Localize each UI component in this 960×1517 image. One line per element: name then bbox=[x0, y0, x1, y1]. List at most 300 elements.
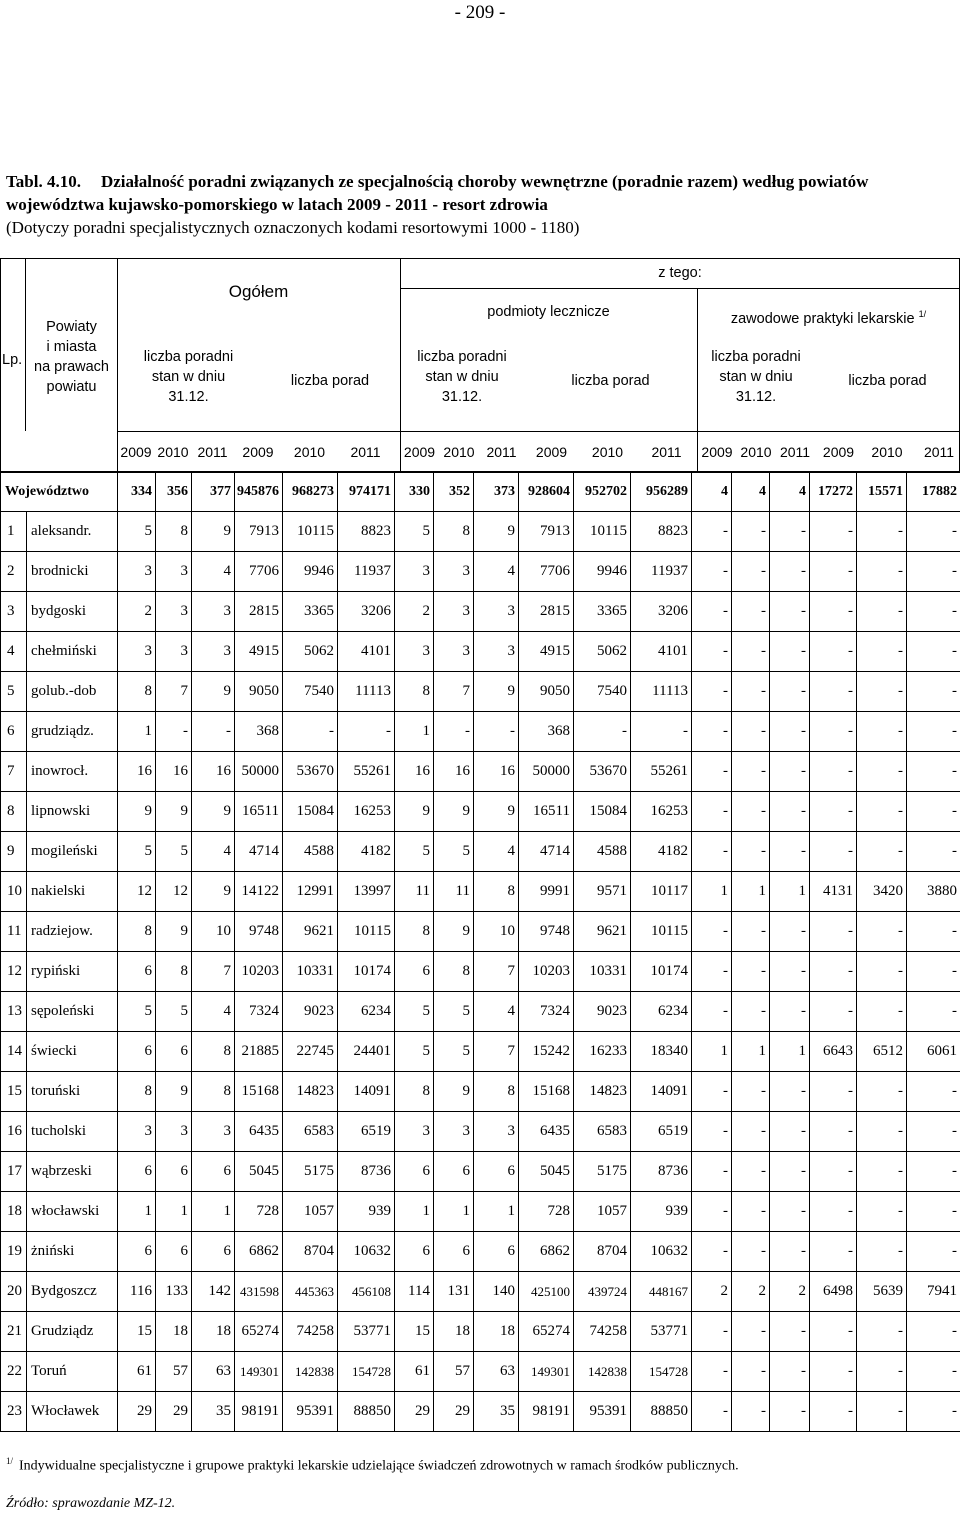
table-cell: - bbox=[770, 632, 810, 672]
table-cell: - bbox=[692, 1112, 732, 1152]
table-cell: 8823 bbox=[631, 512, 692, 552]
table-cell: 945876 bbox=[235, 473, 283, 512]
year-header: 2009 bbox=[535, 444, 568, 460]
table-row bbox=[1, 552, 960, 592]
table-cell: 5 bbox=[434, 992, 474, 1032]
table-cell: 53771 bbox=[631, 1312, 692, 1352]
table-cell: - bbox=[857, 1192, 907, 1232]
table-cell: 9571 bbox=[574, 872, 631, 912]
table-label: Tabl. 4.10. bbox=[6, 172, 81, 191]
row-name: sępoleński bbox=[27, 992, 118, 1032]
table-cell: 377 bbox=[192, 473, 235, 512]
table-cell: 14091 bbox=[338, 1072, 395, 1112]
table-cell: 16 bbox=[192, 752, 235, 792]
row-lp: 2 bbox=[1, 552, 27, 592]
table-cell: 29 bbox=[395, 1392, 434, 1432]
table-cell: - bbox=[732, 712, 770, 752]
table-cell: 5 bbox=[395, 832, 434, 872]
table-cell: - bbox=[810, 1072, 857, 1112]
table-cell: 10331 bbox=[574, 952, 631, 992]
table-title-text: Działalność poradni związanych ze specjalnością choroby wewnętrzne (poradnie razem) według powiatów województwa kujawsko-pomorskiego w latach 2009 - 2011 - resort zdrowia bbox=[6, 172, 869, 214]
ogolem-poradni-header: liczba poradni stan w dniu 31.12. bbox=[143, 349, 234, 405]
table-cell: - bbox=[857, 1352, 907, 1392]
table-cell: 14823 bbox=[283, 1072, 338, 1112]
table-cell: 63 bbox=[474, 1352, 519, 1392]
table-cell: 5 bbox=[395, 992, 434, 1032]
table-cell: 8823 bbox=[338, 512, 395, 552]
table-cell: 29 bbox=[156, 1392, 192, 1432]
table-cell: - bbox=[692, 552, 732, 592]
table-cell: 1 bbox=[770, 1032, 810, 1072]
table-cell: 17272 bbox=[810, 473, 857, 512]
row-name: brodnicki bbox=[27, 552, 118, 592]
table-cell: 133 bbox=[156, 1272, 192, 1312]
table-cell: - bbox=[732, 1112, 770, 1152]
table-cell: - bbox=[283, 712, 338, 752]
table-cell: 928604 bbox=[519, 473, 574, 512]
total-row bbox=[1, 473, 960, 512]
table-cell: 9621 bbox=[574, 912, 631, 952]
table-cell: 9050 bbox=[519, 672, 574, 712]
table-cell: - bbox=[770, 1392, 810, 1432]
table-cell: - bbox=[907, 952, 960, 992]
table-cell: 61 bbox=[118, 1352, 156, 1392]
table-cell: 9 bbox=[192, 672, 235, 712]
table-cell: 7 bbox=[192, 952, 235, 992]
table-cell: - bbox=[857, 1312, 907, 1352]
table-cell: 17882 bbox=[907, 473, 960, 512]
table-cell: 15084 bbox=[283, 792, 338, 832]
table-cell: 4101 bbox=[631, 632, 692, 672]
table-cell: 140 bbox=[474, 1272, 519, 1312]
table-cell: - bbox=[857, 832, 907, 872]
year-header: 2010 bbox=[740, 444, 772, 460]
table-cell: - bbox=[574, 712, 631, 752]
table-cell: 10632 bbox=[338, 1232, 395, 1272]
table-cell: 3 bbox=[395, 632, 434, 672]
table-cell: - bbox=[732, 592, 770, 632]
table-cell: - bbox=[770, 1072, 810, 1112]
table-cell: 6 bbox=[434, 1232, 474, 1272]
table-cell: 9748 bbox=[519, 912, 574, 952]
table-cell: 6643 bbox=[810, 1032, 857, 1072]
table-cell: 4 bbox=[192, 552, 235, 592]
year-header: 2011 bbox=[779, 444, 811, 460]
table-cell: 728 bbox=[519, 1192, 574, 1232]
row-lp: 10 bbox=[1, 872, 27, 912]
table-cell: - bbox=[857, 1152, 907, 1192]
table-cell: - bbox=[770, 1352, 810, 1392]
table-cell: 154728 bbox=[631, 1352, 692, 1392]
table-row bbox=[1, 1192, 960, 1232]
table-cell: 9 bbox=[156, 912, 192, 952]
data-table bbox=[0, 472, 960, 1432]
table-cell: 6583 bbox=[283, 1112, 338, 1152]
table-cell: 3 bbox=[192, 1112, 235, 1152]
table-cell: 4 bbox=[474, 992, 519, 1032]
table-cell: - bbox=[770, 512, 810, 552]
ogolem-header: Ogółem bbox=[228, 282, 289, 301]
table-row bbox=[1, 1312, 960, 1352]
table-cell: - bbox=[692, 672, 732, 712]
table-cell: - bbox=[692, 712, 732, 752]
table-cell: 9 bbox=[192, 872, 235, 912]
table-cell: - bbox=[732, 1072, 770, 1112]
table-cell: 98191 bbox=[235, 1392, 283, 1432]
table-cell: 330 bbox=[395, 473, 434, 512]
table-cell: 7 bbox=[474, 1032, 519, 1072]
table-cell: - bbox=[907, 1192, 960, 1232]
table-cell: 7324 bbox=[235, 992, 283, 1032]
table-cell: - bbox=[732, 672, 770, 712]
table-cell: 7540 bbox=[574, 672, 631, 712]
table-cell: - bbox=[810, 1352, 857, 1392]
table-cell: 1 bbox=[434, 1192, 474, 1232]
row-name: Grudziądz bbox=[27, 1312, 118, 1352]
table-cell: 6061 bbox=[907, 1032, 960, 1072]
table-cell: 16 bbox=[474, 752, 519, 792]
year-header: 2011 bbox=[350, 444, 381, 460]
table-cell: 50000 bbox=[519, 752, 574, 792]
table-cell: - bbox=[692, 792, 732, 832]
table-cell: 439724 bbox=[574, 1272, 631, 1312]
table-cell: 6 bbox=[156, 1232, 192, 1272]
table-cell: 22745 bbox=[283, 1032, 338, 1072]
table-cell: - bbox=[770, 1192, 810, 1232]
table-cell: - bbox=[692, 1072, 732, 1112]
table-cell: 7540 bbox=[283, 672, 338, 712]
table-cell: 16 bbox=[118, 752, 156, 792]
table-cell: - bbox=[907, 1312, 960, 1352]
table-cell: 3420 bbox=[857, 872, 907, 912]
row-lp: 23 bbox=[1, 1392, 27, 1432]
praktyki-porad-header: liczba porad bbox=[848, 373, 927, 389]
table-cell: 445363 bbox=[283, 1272, 338, 1312]
table-cell: 35 bbox=[192, 1392, 235, 1432]
table-cell: - bbox=[732, 992, 770, 1032]
table-cell: 10174 bbox=[338, 952, 395, 992]
table-cell: 5062 bbox=[283, 632, 338, 672]
year-header: 2009 bbox=[242, 444, 274, 460]
table-cell: 8 bbox=[192, 1072, 235, 1112]
table-cell: 5 bbox=[434, 1032, 474, 1072]
praktyki-poradni-header: liczba poradni stan w dniu 31.12. bbox=[711, 349, 801, 405]
table-cell: 3 bbox=[118, 632, 156, 672]
row-name: radziejow. bbox=[27, 912, 118, 952]
table-cell: 1 bbox=[692, 872, 732, 912]
table-cell: 8 bbox=[395, 1072, 434, 1112]
table-cell: 3206 bbox=[338, 592, 395, 632]
table-cell: - bbox=[692, 1152, 732, 1192]
row-name: żniński bbox=[27, 1232, 118, 1272]
table-cell: 9 bbox=[192, 792, 235, 832]
table-cell: 5045 bbox=[235, 1152, 283, 1192]
table-cell: 8 bbox=[156, 952, 192, 992]
table-cell: 4588 bbox=[283, 832, 338, 872]
row-lp: 16 bbox=[1, 1112, 27, 1152]
table-cell: 8 bbox=[395, 912, 434, 952]
table-cell: 9748 bbox=[235, 912, 283, 952]
table-cell: 154728 bbox=[338, 1352, 395, 1392]
table-cell: - bbox=[857, 1232, 907, 1272]
table-cell: 3365 bbox=[574, 592, 631, 632]
table-cell: - bbox=[732, 952, 770, 992]
table-cell: - bbox=[770, 712, 810, 752]
table-cell: 6 bbox=[192, 1152, 235, 1192]
table-cell: 4182 bbox=[338, 832, 395, 872]
podmioty-poradni-header: liczba poradni stan w dniu 31.12. bbox=[417, 349, 507, 405]
table-cell: 4714 bbox=[519, 832, 574, 872]
table-cell: - bbox=[810, 792, 857, 832]
table-cell: 1 bbox=[732, 1032, 770, 1072]
row-lp: 12 bbox=[1, 952, 27, 992]
table-cell: - bbox=[770, 912, 810, 952]
table-cell: 6 bbox=[474, 1232, 519, 1272]
table-cell: 7706 bbox=[235, 552, 283, 592]
table-cell: 131 bbox=[434, 1272, 474, 1312]
table-cell: 3 bbox=[156, 1112, 192, 1152]
table-cell: 6 bbox=[156, 1152, 192, 1192]
year-header: 2010 bbox=[443, 444, 475, 460]
table-cell: 14122 bbox=[235, 872, 283, 912]
table-cell: 74258 bbox=[283, 1312, 338, 1352]
table-cell: 10115 bbox=[574, 512, 631, 552]
table-cell: 5 bbox=[395, 1032, 434, 1072]
year-header: 2011 bbox=[651, 444, 682, 460]
table-cell: 8 bbox=[156, 512, 192, 552]
table-cell: - bbox=[732, 1232, 770, 1272]
table-subtitle: (Dotyczy poradni specjalistycznych oznaczonych kodami resortowymi 1000 - 1180) bbox=[6, 218, 580, 237]
table-cell: 3 bbox=[434, 552, 474, 592]
table-cell: 6 bbox=[395, 1232, 434, 1272]
table-cell: 6862 bbox=[235, 1232, 283, 1272]
table-cell: - bbox=[732, 512, 770, 552]
table-cell: - bbox=[907, 1232, 960, 1272]
table-cell: 9946 bbox=[574, 552, 631, 592]
table-cell: 149301 bbox=[235, 1352, 283, 1392]
table-cell: 5639 bbox=[857, 1272, 907, 1312]
table-cell: - bbox=[692, 1392, 732, 1432]
table-cell: 9 bbox=[474, 792, 519, 832]
table-cell: - bbox=[810, 632, 857, 672]
table-cell: 939 bbox=[631, 1192, 692, 1232]
table-cell: - bbox=[692, 592, 732, 632]
table-cell: 6519 bbox=[338, 1112, 395, 1152]
table-cell: - bbox=[770, 1152, 810, 1192]
table-cell: 3 bbox=[156, 552, 192, 592]
year-header: 2011 bbox=[486, 444, 517, 460]
table-cell: - bbox=[857, 552, 907, 592]
table-row bbox=[1, 1352, 960, 1392]
table-cell: 448167 bbox=[631, 1272, 692, 1312]
table-cell: 63 bbox=[192, 1352, 235, 1392]
table-cell: 1 bbox=[156, 1192, 192, 1232]
table-cell: 8 bbox=[118, 912, 156, 952]
table-cell: 7706 bbox=[519, 552, 574, 592]
table-cell: 10117 bbox=[631, 872, 692, 912]
table-cell: 149301 bbox=[519, 1352, 574, 1392]
table-cell: 142838 bbox=[283, 1352, 338, 1392]
table-cell: - bbox=[732, 552, 770, 592]
row-name: mogileński bbox=[27, 832, 118, 872]
table-cell: 2 bbox=[118, 592, 156, 632]
table-cell: 88850 bbox=[631, 1392, 692, 1432]
row-name: tucholski bbox=[27, 1112, 118, 1152]
table-cell: 7 bbox=[434, 672, 474, 712]
table-cell: - bbox=[474, 712, 519, 752]
row-name: chełmiński bbox=[27, 632, 118, 672]
table-cell: - bbox=[810, 912, 857, 952]
row-lp: 13 bbox=[1, 992, 27, 1032]
row-name: włocławski bbox=[27, 1192, 118, 1232]
table-cell: 15168 bbox=[519, 1072, 574, 1112]
table-cell: 939 bbox=[338, 1192, 395, 1232]
table-cell: - bbox=[810, 992, 857, 1032]
table-cell: 9050 bbox=[235, 672, 283, 712]
table-cell: 7324 bbox=[519, 992, 574, 1032]
table-cell: 18 bbox=[434, 1312, 474, 1352]
table-cell: - bbox=[857, 1392, 907, 1432]
row-lp: 1 bbox=[1, 512, 27, 552]
table-cell: 12 bbox=[156, 872, 192, 912]
table-cell: - bbox=[732, 1352, 770, 1392]
table-cell: - bbox=[907, 592, 960, 632]
table-cell: - bbox=[770, 1112, 810, 1152]
table-cell: 6234 bbox=[338, 992, 395, 1032]
table-cell: 2 bbox=[395, 592, 434, 632]
table-cell: 1 bbox=[118, 1192, 156, 1232]
table-cell: 53670 bbox=[283, 752, 338, 792]
year-header: 2010 bbox=[157, 444, 189, 460]
year-header: 2009 bbox=[822, 444, 855, 460]
table-cell: 6 bbox=[118, 1032, 156, 1072]
table-cell: - bbox=[857, 632, 907, 672]
table-cell: 3 bbox=[156, 592, 192, 632]
table-cell: 952702 bbox=[574, 473, 631, 512]
table-cell: 16 bbox=[395, 752, 434, 792]
table-cell: - bbox=[770, 592, 810, 632]
row-lp: 20 bbox=[1, 1272, 27, 1312]
table-cell: 352 bbox=[434, 473, 474, 512]
table-cell: 968273 bbox=[283, 473, 338, 512]
table-cell: - bbox=[907, 632, 960, 672]
table-cell: 21885 bbox=[235, 1032, 283, 1072]
table-cell: - bbox=[810, 1112, 857, 1152]
footnote: $^{1/}$ Indywidualne specjalistyczne i grupowe praktyki lekarskie udzielające świadczeń zdrowotnych w ramach środków publicznych. bbox=[6, 1456, 739, 1474]
table-header bbox=[0, 258, 960, 472]
table-cell: 10203 bbox=[519, 952, 574, 992]
table-cell: 5175 bbox=[574, 1152, 631, 1192]
table-cell: 88850 bbox=[338, 1392, 395, 1432]
table-cell: 9 bbox=[118, 792, 156, 832]
table-cell: 4 bbox=[732, 473, 770, 512]
table-cell: 1 bbox=[192, 1192, 235, 1232]
table-cell: 2 bbox=[732, 1272, 770, 1312]
table-cell: 53771 bbox=[338, 1312, 395, 1352]
table-cell: 142838 bbox=[574, 1352, 631, 1392]
table-cell: 431598 bbox=[235, 1272, 283, 1312]
table-cell: 3206 bbox=[631, 592, 692, 632]
table-cell: 15242 bbox=[519, 1032, 574, 1072]
table-cell: 74258 bbox=[574, 1312, 631, 1352]
table-cell: - bbox=[692, 1312, 732, 1352]
table-row bbox=[1, 632, 960, 672]
lp-header: Lp. bbox=[2, 352, 23, 368]
table-cell: 9 bbox=[156, 1072, 192, 1112]
table-cell: 5 bbox=[118, 512, 156, 552]
table-cell: 456108 bbox=[338, 1272, 395, 1312]
table-cell: 4182 bbox=[631, 832, 692, 872]
table-cell: - bbox=[338, 712, 395, 752]
table-cell: 1 bbox=[118, 712, 156, 752]
table-cell: - bbox=[810, 512, 857, 552]
table-cell: 57 bbox=[156, 1352, 192, 1392]
table-cell: 8 bbox=[192, 1032, 235, 1072]
table-cell: - bbox=[857, 912, 907, 952]
row-name: wąbrzeski bbox=[27, 1152, 118, 1192]
row-name: świecki bbox=[27, 1032, 118, 1072]
table-cell: 10 bbox=[474, 912, 519, 952]
table-cell: - bbox=[692, 1192, 732, 1232]
table-cell: 15571 bbox=[857, 473, 907, 512]
table-cell: 8 bbox=[474, 1072, 519, 1112]
table-cell: - bbox=[810, 832, 857, 872]
table-cell: - bbox=[907, 552, 960, 592]
table-cell: - bbox=[692, 1352, 732, 1392]
table-cell: 4 bbox=[192, 992, 235, 1032]
table-cell: - bbox=[857, 592, 907, 632]
table-cell: 5062 bbox=[574, 632, 631, 672]
table-cell: - bbox=[732, 632, 770, 672]
table-cell: 2 bbox=[770, 1272, 810, 1312]
table-cell: 6862 bbox=[519, 1232, 574, 1272]
table-row bbox=[1, 912, 960, 952]
table-cell: 11937 bbox=[338, 552, 395, 592]
table-cell: - bbox=[907, 1152, 960, 1192]
table-cell: - bbox=[732, 1152, 770, 1192]
table-cell: 9621 bbox=[283, 912, 338, 952]
table-cell: 7913 bbox=[519, 512, 574, 552]
table-row bbox=[1, 712, 960, 752]
table-cell: - bbox=[857, 512, 907, 552]
table-cell: 3880 bbox=[907, 872, 960, 912]
table-cell: 16253 bbox=[631, 792, 692, 832]
table-cell: 356 bbox=[156, 473, 192, 512]
row-name: aleksandr. bbox=[27, 512, 118, 552]
table-cell: 16233 bbox=[574, 1032, 631, 1072]
row-lp: 3 bbox=[1, 592, 27, 632]
row-name: golub.-dob bbox=[27, 672, 118, 712]
table-cell: - bbox=[631, 712, 692, 752]
table-cell: 95391 bbox=[574, 1392, 631, 1432]
table-cell: 3 bbox=[118, 1112, 156, 1152]
table-cell: 9946 bbox=[283, 552, 338, 592]
table-cell: 9 bbox=[192, 512, 235, 552]
table-title bbox=[6, 170, 956, 239]
table-cell: 16511 bbox=[235, 792, 283, 832]
row-lp: 7 bbox=[1, 752, 27, 792]
table-cell: 8736 bbox=[338, 1152, 395, 1192]
table-row bbox=[1, 1152, 960, 1192]
table-cell: 6 bbox=[118, 1232, 156, 1272]
table-cell: 4714 bbox=[235, 832, 283, 872]
table-cell: 12 bbox=[118, 872, 156, 912]
table-cell: - bbox=[810, 1232, 857, 1272]
table-cell: 425100 bbox=[519, 1272, 574, 1312]
year-header: 2011 bbox=[923, 444, 955, 460]
table-cell: 65274 bbox=[519, 1312, 574, 1352]
table-cell: 61 bbox=[395, 1352, 434, 1392]
